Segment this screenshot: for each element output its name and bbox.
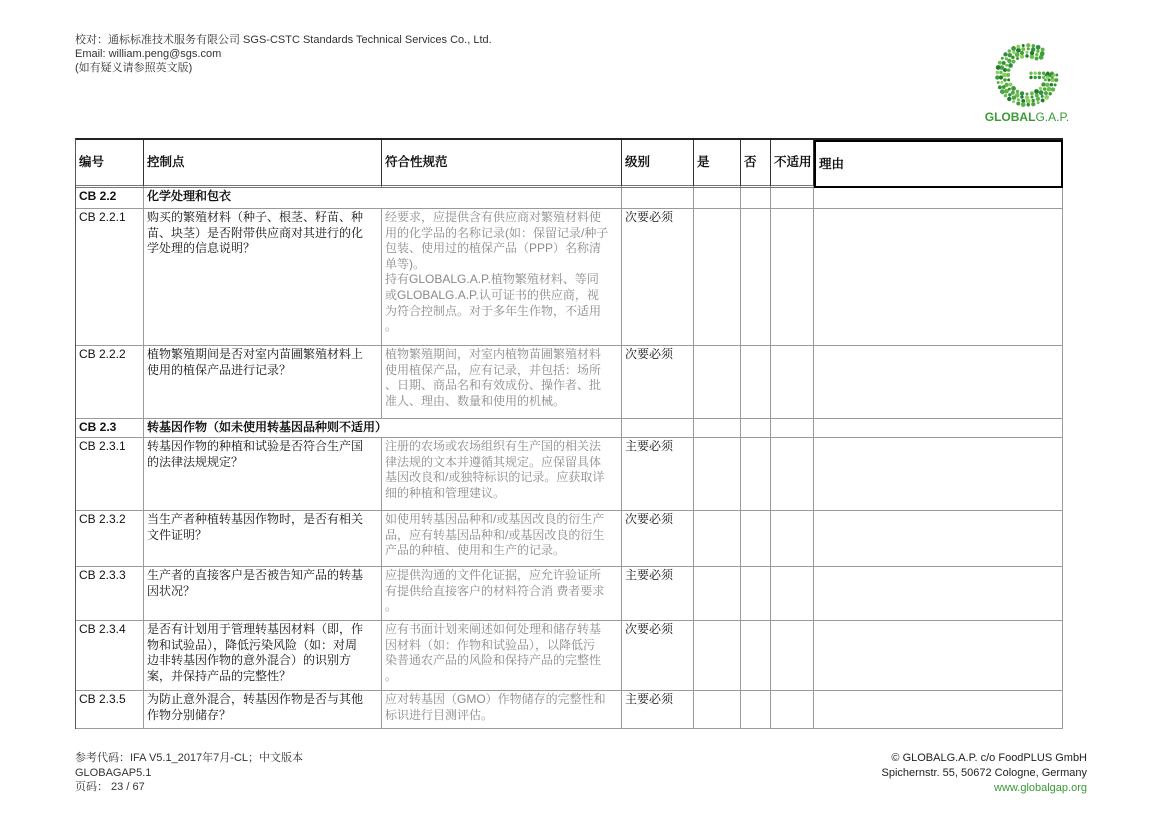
section-no-cell	[741, 419, 771, 438]
row-compliance-criteria: 植物繁殖期间，对室内植物苗圃繁殖材料 使用植保产品，应有记录，并包括：场所 、日期、商品名和有效成份、操作者、批 准人、理由、数量和使用的机械。	[382, 346, 622, 419]
row-level: 次要必须	[622, 346, 694, 419]
row-no-cell	[741, 511, 771, 567]
row-yes-cell	[694, 621, 741, 691]
section-code: CB 2.3	[76, 419, 144, 438]
row-control-point: 当生产者种植转基因作物时，是否有相关 文件证明？	[144, 511, 382, 567]
row-control-point: 购买的繁殖材料（种子、根茎、籽苗、种 苗、块茎）是否附带供应商对其进行的化 学处理的信息说明？	[144, 209, 382, 346]
column-header-number: 编号	[76, 140, 144, 188]
row-justification-cell	[814, 346, 1063, 419]
row-compliance-criteria: 如使用转基因品种和/或基因改良的衍生产 品，应有转基因品种和/或基因改良的衍生 产品的种植、使用和生产的记录。	[382, 511, 622, 567]
row-no-cell	[741, 691, 771, 729]
row-code: CB 2.3.4	[76, 621, 144, 691]
row-compliance-criteria: 应对转基因（GMO）作物储存的完整性和 标识进行目测评估。	[382, 691, 622, 729]
english-reference-line: (如有疑义请参照英文版)	[75, 62, 193, 74]
reviewer-line: 校对：通标标准技术服务有限公司 SGS-CSTC Standards Technical Services Co., Ltd.	[75, 34, 492, 46]
row-yes-cell	[694, 511, 741, 567]
row-justification-cell	[814, 567, 1063, 621]
row-compliance-criteria: 注册的农场或农场组织有生产国的相关法 律法规的文本并遵循其规定。应保留具体 基因改良和/或独特标识的记录。应获取详 细的种植和管理建议。	[382, 438, 622, 511]
column-header-level: 级别	[622, 140, 694, 188]
page-number: 页码： 23 / 67	[75, 781, 145, 793]
globalgap-logo-icon	[977, 43, 1077, 107]
row-level: 主要必须	[622, 691, 694, 729]
row-code: CB 2.2.2	[76, 346, 144, 419]
row-code: CB 2.3.5	[76, 691, 144, 729]
row-code: CB 2.3.1	[76, 438, 144, 511]
section-title: 化学处理和包衣	[144, 188, 622, 209]
row-level: 次要必须	[622, 621, 694, 691]
column-header-control-point: 控制点	[144, 140, 382, 188]
row-justification-cell	[814, 209, 1063, 346]
logo-wordmark-bold: GLOBAL	[984, 110, 1036, 124]
row-yes-cell	[694, 691, 741, 729]
row-no-cell	[741, 438, 771, 511]
row-yes-cell	[694, 438, 741, 511]
column-header-not-applicable: 不适用	[771, 140, 814, 188]
row-na-cell	[771, 209, 814, 346]
row-control-point: 为防止意外混合，转基因作物是否与其他 作物分别储存？	[144, 691, 382, 729]
row-no-cell	[741, 621, 771, 691]
section-justification-cell	[814, 188, 1063, 209]
section-yes-cell	[694, 419, 741, 438]
section-yes-cell	[694, 188, 741, 209]
row-code: CB 2.3.2	[76, 511, 144, 567]
row-level: 主要必须	[622, 438, 694, 511]
row-control-point: 生产者的直接客户是否被告知产品的转基 因状况？	[144, 567, 382, 621]
row-justification-cell	[814, 511, 1063, 567]
row-compliance-criteria: 经要求，应提供含有供应商对繁殖材料使 用的化学品的名称记录(如：保留记录/种子 包装、使用过的植保产品（PPP）名称清 单等)。 持有GLOBALG.A.P.植物繁殖材料、等同 或GLOBALG.A.P.认可证书的供应商，视 为符合控制点。对于多年生作物，不适用 。	[382, 209, 622, 346]
translation-note	[75, 33, 492, 75]
section-level-cell	[622, 419, 694, 438]
website-link[interactable]: www.globalgap.org	[994, 782, 1087, 794]
row-na-cell	[771, 511, 814, 567]
row-no-cell	[741, 209, 771, 346]
row-na-cell	[771, 567, 814, 621]
column-header-compliance-criteria: 符合性规范	[382, 140, 622, 188]
section-code: CB 2.2	[76, 188, 144, 209]
globalgap-logo	[977, 43, 1077, 127]
section-justification-cell	[814, 419, 1063, 438]
address-line: Spichernstr. 55, 50672 Cologne, Germany	[881, 767, 1087, 779]
row-no-cell	[741, 567, 771, 621]
footer-reference	[75, 751, 303, 795]
reference-code: 参考代码：IFA V5.1_2017年7月-CL；中文版本	[75, 752, 304, 764]
section-level-cell	[622, 188, 694, 209]
section-no-cell	[741, 188, 771, 209]
section-na-cell	[771, 419, 814, 438]
row-control-point: 植物繁殖期间是否对室内苗圃繁殖材料上 使用的植保产品进行记录？	[144, 346, 382, 419]
row-compliance-criteria: 应提供沟通的文件化证据，应允许验证所 有提供给直接客户的材料符合消 费者要求 。	[382, 567, 622, 621]
row-yes-cell	[694, 209, 741, 346]
email-line: Email: william.peng@sgs.com	[75, 48, 222, 60]
section-title: 转基因作物（如未使用转基因品种则不适用）	[144, 419, 622, 438]
logo-wordmark	[977, 109, 1077, 125]
row-control-point: 是否有计划用于管理转基因材料（即，作 物和试验品），降低污染风险（如：对周 边非转基因作物的意外混合）的识别方 案，并保持产品的完整性？	[144, 621, 382, 691]
row-na-cell	[771, 691, 814, 729]
version-label: GLOBAGAP5.1	[75, 766, 152, 779]
row-na-cell	[771, 621, 814, 691]
column-header-yes: 是	[694, 140, 741, 188]
row-control-point: 转基因作物的种植和试验是否符合生产国 的法律法规规定？	[144, 438, 382, 511]
row-justification-cell	[814, 691, 1063, 729]
row-yes-cell	[694, 346, 741, 419]
row-level: 次要必须	[622, 511, 694, 567]
footer-publisher	[882, 751, 1087, 796]
row-na-cell	[771, 438, 814, 511]
row-na-cell	[771, 346, 814, 419]
row-justification-cell	[814, 438, 1063, 511]
copyright-line: © GLOBALG.A.P. c/o FoodPLUS GmbH	[891, 752, 1087, 764]
row-code: CB 2.2.1	[76, 209, 144, 346]
checklist-table	[75, 138, 1063, 729]
column-header-justification: 理由	[814, 140, 1063, 188]
row-yes-cell	[694, 567, 741, 621]
row-justification-cell	[814, 621, 1063, 691]
row-no-cell	[741, 346, 771, 419]
row-code: CB 2.3.3	[76, 567, 144, 621]
row-level: 主要必须	[622, 567, 694, 621]
section-na-cell	[771, 188, 814, 209]
row-compliance-criteria: 应有书面计划来阐述如何处理和储存转基 因材料（如：作物和试验品），以降低污 染普通农产品的风险和保持产品的完整性 。	[382, 621, 622, 691]
row-level: 次要必须	[622, 209, 694, 346]
logo-wordmark-light: G.A.P.	[1035, 110, 1070, 124]
column-header-no: 否	[741, 140, 771, 188]
